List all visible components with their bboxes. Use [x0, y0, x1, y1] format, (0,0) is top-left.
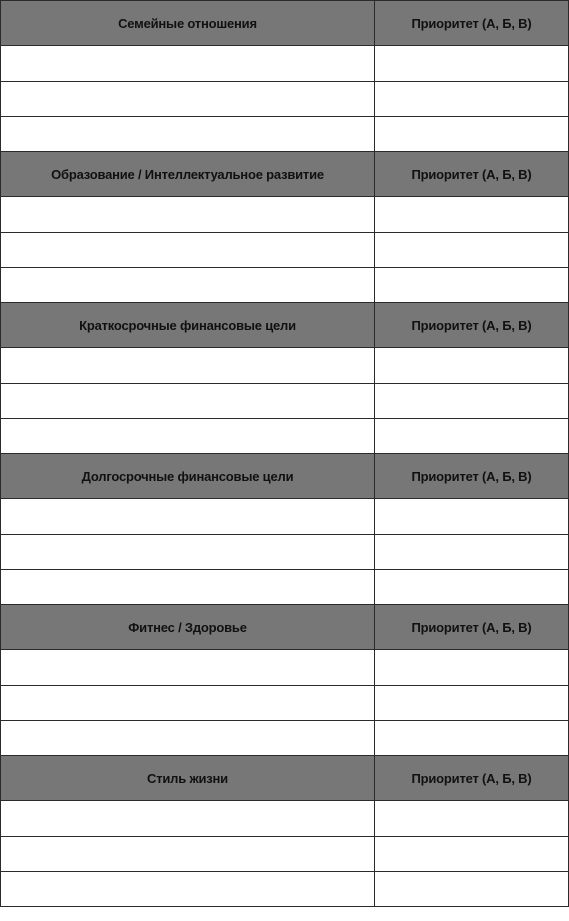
goal-cell[interactable]	[1, 872, 375, 907]
goal-row	[1, 348, 569, 384]
goal-cell[interactable]	[1, 348, 375, 384]
section-title: Стиль жизни	[1, 756, 375, 801]
goal-cell[interactable]	[1, 570, 375, 605]
priority-cell[interactable]	[375, 499, 569, 535]
priority-header: Приоритет (А, Б, В)	[375, 605, 569, 650]
priority-cell[interactable]	[375, 872, 569, 907]
section-title: Краткосрочные финансовые цели	[1, 303, 375, 348]
priority-cell[interactable]	[375, 650, 569, 686]
goal-row	[1, 268, 569, 303]
goal-cell[interactable]	[1, 721, 375, 756]
goal-row	[1, 686, 569, 721]
goal-row	[1, 46, 569, 82]
priority-cell[interactable]	[375, 419, 569, 454]
priority-cell[interactable]	[375, 837, 569, 872]
section-header-row	[1, 605, 569, 650]
priority-cell[interactable]	[375, 117, 569, 152]
priority-cell[interactable]	[375, 46, 569, 82]
priority-cell[interactable]	[375, 801, 569, 837]
goal-cell[interactable]	[1, 268, 375, 303]
priority-cell[interactable]	[375, 721, 569, 756]
goal-row	[1, 721, 569, 756]
section-title: Семейные отношения	[1, 1, 375, 46]
goal-cell[interactable]	[1, 650, 375, 686]
goal-cell[interactable]	[1, 117, 375, 152]
goal-row	[1, 499, 569, 535]
goal-cell[interactable]	[1, 197, 375, 233]
priority-cell[interactable]	[375, 233, 569, 268]
priority-cell[interactable]	[375, 82, 569, 117]
goal-cell[interactable]	[1, 801, 375, 837]
goal-row	[1, 117, 569, 152]
section-title: Долгосрочные финансовые цели	[1, 454, 375, 499]
goal-cell[interactable]	[1, 46, 375, 82]
goal-row	[1, 535, 569, 570]
section-header-row	[1, 152, 569, 197]
section-header-row	[1, 1, 569, 46]
priority-cell[interactable]	[375, 197, 569, 233]
section-title: Фитнес / Здоровье	[1, 605, 375, 650]
goals-table-body	[1, 1, 569, 907]
goal-cell[interactable]	[1, 384, 375, 419]
priority-cell[interactable]	[375, 384, 569, 419]
priority-header: Приоритет (А, Б, В)	[375, 454, 569, 499]
priority-cell[interactable]	[375, 268, 569, 303]
goal-row	[1, 82, 569, 117]
goal-cell[interactable]	[1, 686, 375, 721]
goal-row	[1, 197, 569, 233]
goal-row	[1, 650, 569, 686]
goal-row	[1, 419, 569, 454]
goal-row	[1, 837, 569, 872]
goal-cell[interactable]	[1, 233, 375, 268]
section-header-row	[1, 756, 569, 801]
goal-row	[1, 570, 569, 605]
goal-cell[interactable]	[1, 82, 375, 117]
priority-header: Приоритет (А, Б, В)	[375, 1, 569, 46]
section-header-row	[1, 454, 569, 499]
goal-row	[1, 384, 569, 419]
goal-cell[interactable]	[1, 499, 375, 535]
priority-cell[interactable]	[375, 535, 569, 570]
goal-row	[1, 872, 569, 907]
section-header-row	[1, 303, 569, 348]
goal-cell[interactable]	[1, 419, 375, 454]
priority-header: Приоритет (А, Б, В)	[375, 756, 569, 801]
goal-cell[interactable]	[1, 535, 375, 570]
priority-header: Приоритет (А, Б, В)	[375, 303, 569, 348]
goal-cell[interactable]	[1, 837, 375, 872]
priority-cell[interactable]	[375, 686, 569, 721]
priority-cell[interactable]	[375, 570, 569, 605]
priority-cell[interactable]	[375, 348, 569, 384]
goal-row	[1, 233, 569, 268]
section-title: Образование / Интеллектуальное развитие	[1, 152, 375, 197]
goal-row	[1, 801, 569, 837]
priority-header: Приоритет (А, Б, В)	[375, 152, 569, 197]
